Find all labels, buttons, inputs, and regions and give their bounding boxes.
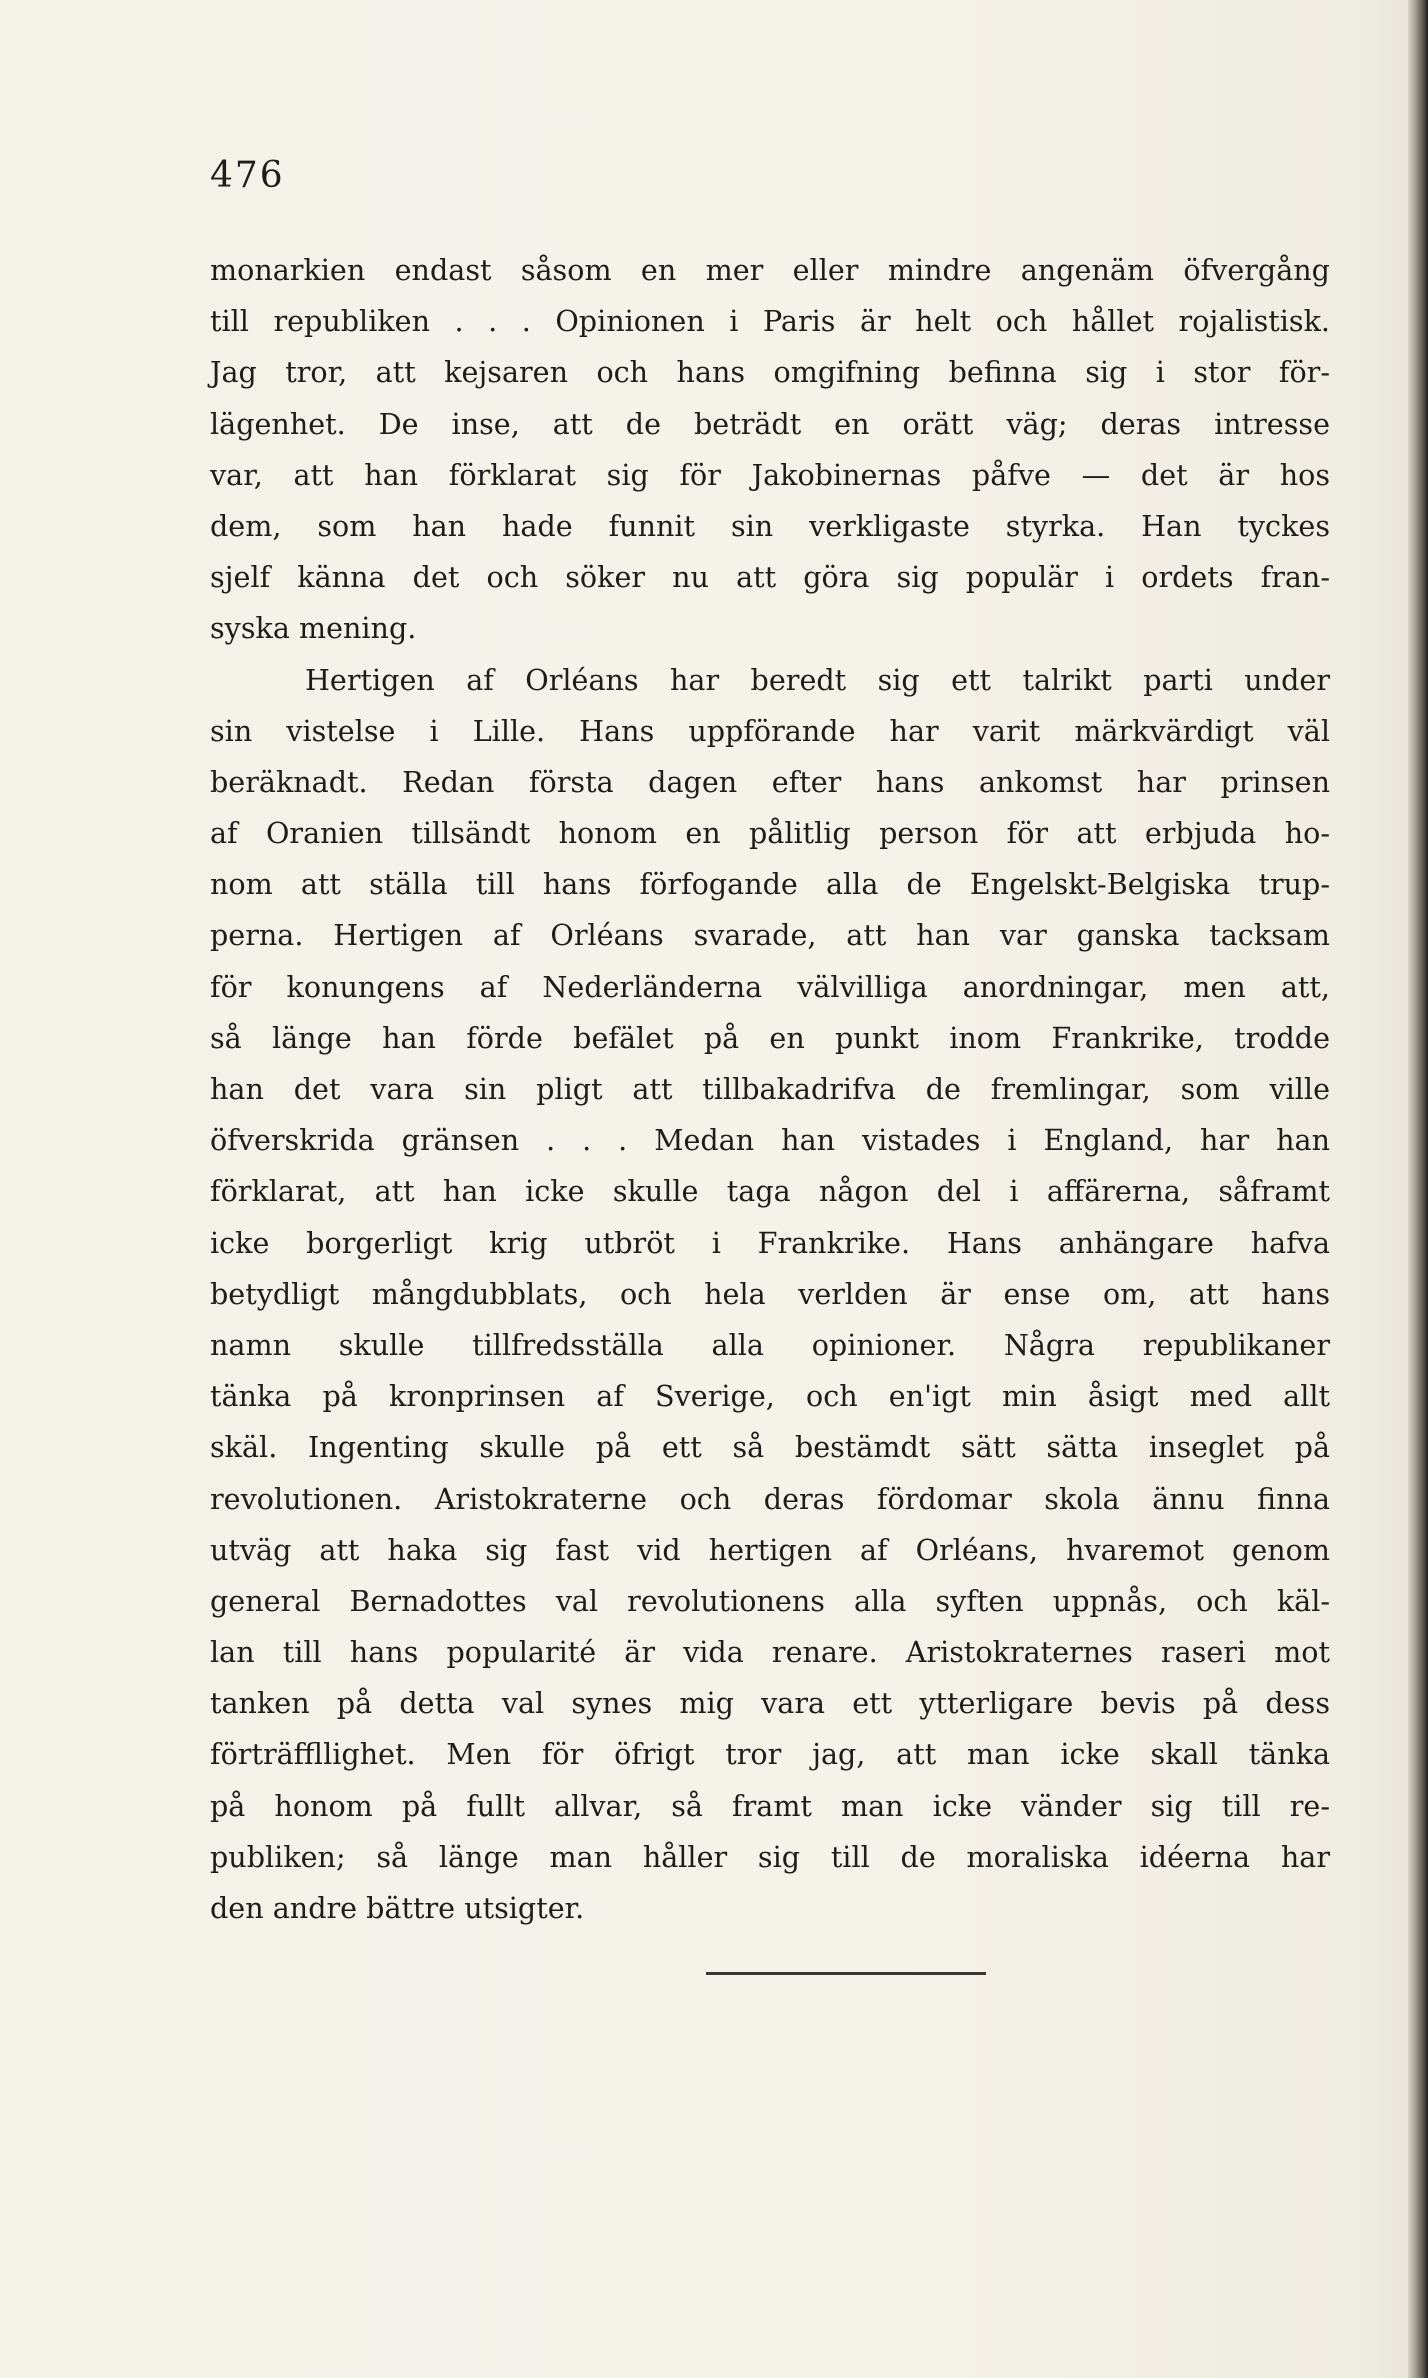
text-line: tanken på detta val synes mig vara ett ytterligare bevis på dess	[210, 1686, 1330, 1721]
text-line: lan till hans popularité är vida renare. Aristokraternes raseri mot	[210, 1635, 1330, 1670]
text-line: på honom på fullt allvar, så framt man icke vänder sig till re-	[210, 1788, 1330, 1823]
text-line: publiken; så länge man håller sig till de moraliska idéerna har	[210, 1839, 1330, 1874]
text-line: beräknadt. Redan första dagen efter hans ankomst har prinsen	[210, 764, 1330, 799]
text-line: general Bernadottes val revolutionens alla syften uppnås, och käl-	[210, 1583, 1330, 1618]
text-line: utväg att haka sig fast vid hertigen af Orléans, hvaremot genom	[210, 1532, 1330, 1567]
text-line: monarkien endast såsom en mer eller mindre angenäm öfvergång	[210, 253, 1330, 287]
text-line: sin vistelse i Lille. Hans uppförande har varit märkvärdigt väl	[210, 713, 1330, 748]
text-line: tänka på kronprinsen af Sverige, och en'igt min åsigt med allt	[210, 1379, 1330, 1414]
text-line: revolutionen. Aristokraterne och deras fördomar skola ännu finna	[210, 1481, 1330, 1516]
text-line: han det vara sin pligt att tillbakadrifva de fremlingar, som ville	[210, 1072, 1330, 1106]
text-line: betydligt mångdubblats, och hela verlden är ense om, att hans	[210, 1276, 1330, 1311]
text-line: icke borgerligt krig utbröt i Frankrike. Hans anhängare hafva	[210, 1225, 1330, 1260]
text-line: syska mening.	[210, 611, 417, 646]
text-line: nom att ställa till hans förfogande alla de Engelskt-Belgiska trup-	[210, 867, 1330, 902]
text-line: perna. Hertigen af Orléans svarade, att han var ganska tacksam	[210, 918, 1330, 953]
text-line: af Oranien tillsändt honom en pålitlig person för att erbjuda ho-	[210, 816, 1330, 851]
text-line: var, att han förklarat sig för Jakobinernas påfve — det är hos	[210, 457, 1330, 492]
text-line: så länge han förde befälet på en punkt inom Frankrike, trodde	[210, 1020, 1330, 1055]
text-line: lägenhet. De inse, att de beträdt en orätt väg; deras intresse	[210, 406, 1330, 441]
text-line: förträffllighet. Men för öfrigt tror jag, att man icke skall tänka	[210, 1737, 1330, 1772]
text-line: förklarat, att han icke skulle taga någon del i affärerna, såframt	[210, 1174, 1330, 1209]
text-line: öfverskrida gränsen . . . Medan han vistades i England, har han	[210, 1123, 1330, 1158]
text-line: namn skulle tillfredsställa alla opinioner. Några republikaner	[210, 1327, 1330, 1362]
page-number: 476	[210, 155, 285, 196]
section-divider	[706, 1972, 986, 1975]
text-line: dem, som han hade funnit sin verkligaste styrka. Han tyckes	[210, 508, 1330, 543]
text-line: till republiken . . . Opinionen i Paris är helt och hållet rojalistisk.	[210, 304, 1330, 339]
page-edge-shadow	[1408, 0, 1428, 2378]
body-text	[210, 245, 1330, 1934]
text-line: skäl. Ingenting skulle på ett så bestämdt sätt sätta inseglet på	[210, 1430, 1330, 1465]
text-line: sjelf känna det och söker nu att göra sig populär i ordets fran-	[210, 560, 1330, 595]
text-line: Jag tror, att kejsaren och hans omgifning befinna sig i stor för-	[210, 355, 1330, 390]
text-line: den andre bättre utsigter.	[210, 1891, 585, 1925]
text-line: Hertigen af Orléans har beredt sig ett talrikt parti under	[305, 662, 1330, 697]
text-line: för konungens af Nederländerna välvilliga anordningar, men att,	[210, 969, 1330, 1004]
